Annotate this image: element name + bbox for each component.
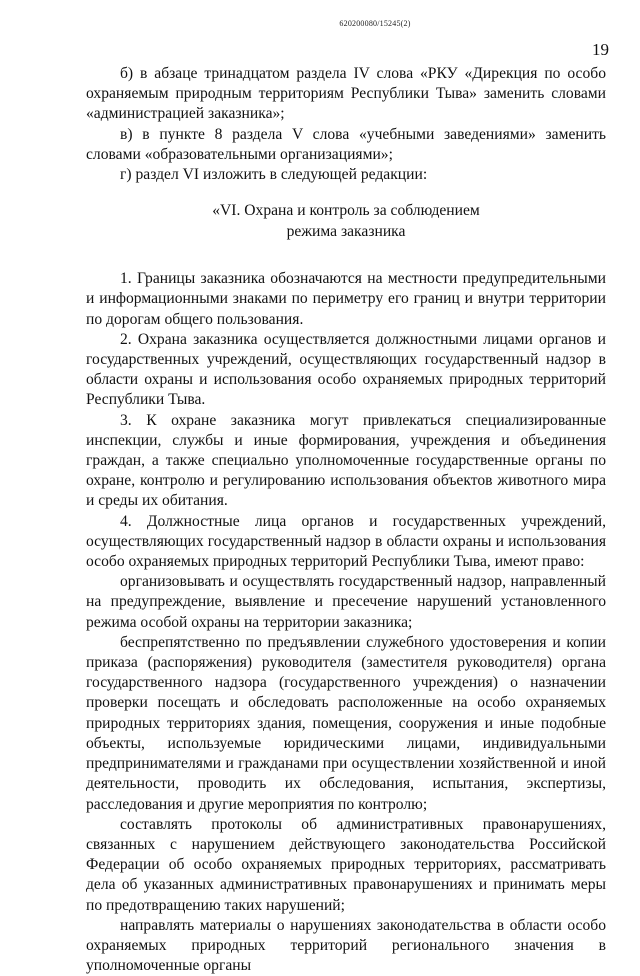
paragraph-amendment-g: г) раздел VI изложить в следующей редакции:	[120, 166, 428, 184]
paragraph-right-protocols: составлять протоколы об административных правонарушениях, связанных с нарушением действующего законодательства Российской Федерации об особо охраняемых природных территориях, рассматривать дела об указанных административных правонарушениях и принимать меры по предотвращению таких нарушений;	[86, 815, 606, 914]
section-heading-line2: режима заказника	[286, 223, 406, 241]
page-number: 19	[592, 40, 609, 59]
paragraph-item-4: 4. Должностные лица органов и государственных учреждений, осуществляющих государственный надзор в области охраны и использования особо охраняемых природных территорий Республики Тыва, имеют право:	[86, 512, 606, 571]
paragraph-right-organize: организовывать и осуществлять государственный надзор, направленный на предупреждение, выявление и пресечение нарушений установленного режима особой охраны на территории заказника;	[86, 573, 606, 631]
paragraph-right-inspect: беспрепятственно по предъявлении служебного удостоверения и копии приказа (распоряжения) руководителя (заместителя руководителя) органа государственного надзора (государственного учреждения) о назначении проверки посещать и обследовать расположенные на особо охраняемых природных территориях здания, помещения, сооружения и иные подобные объекты, используемые юридическими лицами, индивидуальными предпринимателями и гражданами при осуществлении хозяйственной и иной деятельности, проводить их обследования, испытания, экспертизы, расследования и другие мероприятия по контролю;	[86, 633, 606, 813]
paragraph-item-1: 1. Границы заказника обозначаются на местности предупредительными и информационными знаками по периметру его границ и внутри территории по дорогам общего пользования.	[86, 270, 606, 328]
paragraph-right-refer: направлять материалы о нарушениях законодательства в области особо охраняемых природных территорий регионального значения в уполномоченные органы	[86, 916, 606, 975]
paragraph-item-2: 2. Охрана заказника осуществляется должностными лицами органов и государственных учреждений, осуществляющих государственный надзор в области охраны и использования особо охраняемых природных территорий Республики Тыва.	[86, 330, 606, 409]
section-heading-line1: «VI. Охрана и контроль за соблюдением	[212, 202, 480, 220]
paragraph-amendment-v: в) в пункте 8 раздела V слова «учебными заведениями» заменить словами «образовательными организациями»;	[86, 125, 606, 163]
paragraph-item-3: 3. К охране заказника могут привлекаться специализированные инспекции, службы и иные формирования, учреждения и объединения граждан, а также специально уполномоченные государственные органы по охране, контролю и регулированию использования объектов животного мира и среды их обитания.	[86, 411, 606, 510]
document-body	[86, 64, 606, 976]
document-id: 620200080/15245(2)	[339, 19, 411, 28]
section-heading	[86, 200, 606, 242]
paragraph-amendment-b: б) в абзаце тринадцатом раздела IV слова «РКУ «Дирекция по особо охраняемым природным территориям Республики Тыва» заменить словами «администрацией заказника»;	[86, 65, 606, 123]
